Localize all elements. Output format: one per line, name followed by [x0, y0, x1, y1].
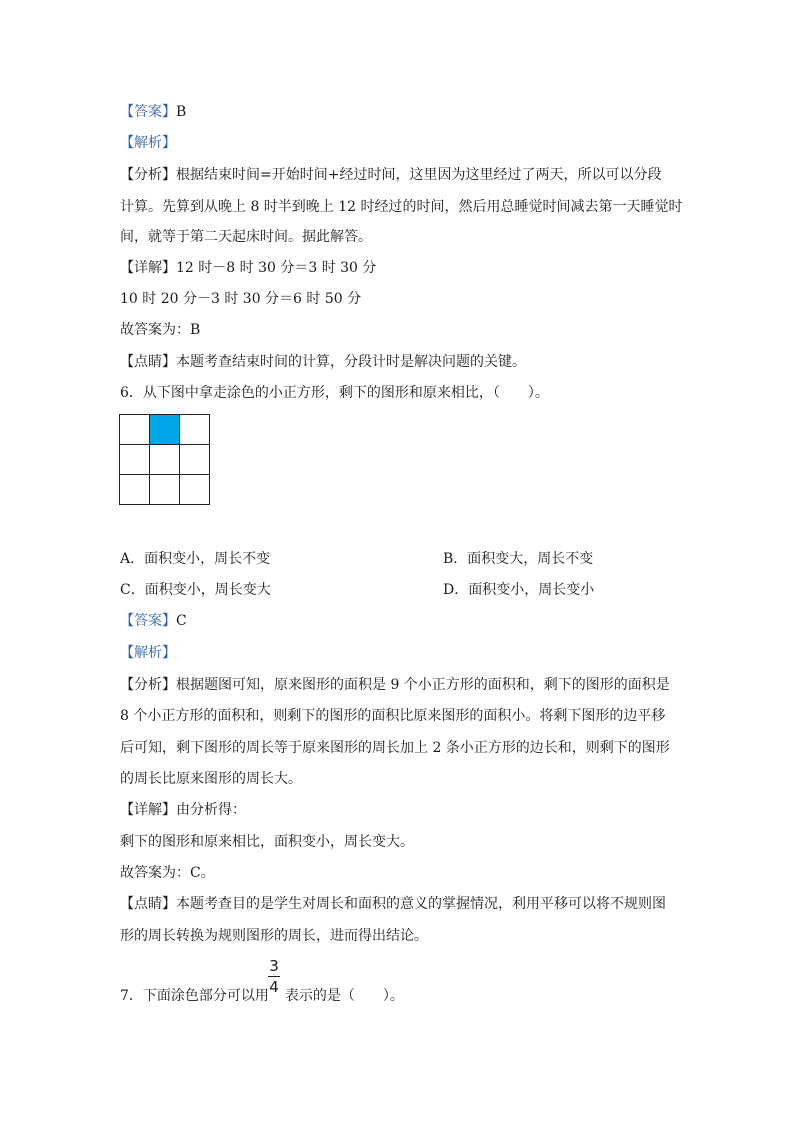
q6-square-grid-figure — [120, 415, 210, 505]
fraction-denominator: 4 — [269, 978, 279, 996]
answer-value: C — [176, 613, 187, 629]
q5-detail-line1 — [120, 258, 376, 278]
q7-question — [120, 986, 404, 1006]
q6-detail-line1 — [120, 800, 246, 820]
q6-option-a: A．面积变小，周长不变 — [120, 551, 271, 567]
detail-text: 12 时－8 时 30 分＝3 时 30 分 — [176, 260, 377, 276]
q6-option-c: C．面积变小，周长变大 — [120, 582, 271, 598]
fraction-numerator: 3 — [269, 957, 279, 975]
q6-detail-line2: 剩下的图形和原来相比，面积变小，周长变大。 — [120, 834, 414, 850]
comment-text: 本题考查目的是学生对周长和面积的意义的掌握情况，利用平移可以将不规则图 — [176, 896, 666, 912]
fraction-bar — [268, 976, 280, 977]
q6-conclusion: 故答案为：C。 — [120, 865, 215, 881]
detail-text: 由分析得： — [176, 802, 246, 818]
detail-tag: 【详解】 — [120, 260, 176, 276]
q5-analysis-heading: 【解析】 — [120, 135, 176, 151]
q5-detail-line2: 10 时 20 分－3 时 30 分＝6 时 50 分 — [120, 291, 362, 307]
q6-analysis-line3: 后可知，剩下图形的周长等于原来图形的周长加上 2 条小正方形的边长和，则剩下的图形 — [120, 740, 670, 756]
q6-comment-line1 — [120, 894, 666, 914]
grid-square — [149, 474, 180, 505]
q6-analysis-line1 — [120, 675, 670, 695]
q7-question-prefix: 7．下面涂色部分可以用 — [120, 988, 269, 1004]
q5-analysis-line1 — [120, 165, 661, 185]
analysis-text: 根据题图可知，原来图形的面积是 9 个小正方形的面积和，剩下的图形的面积是 — [176, 677, 670, 693]
q6-analysis-line2: 8 个小正方形的面积和，则剩下的图形的面积比原来图形的面积小。将剩下图形的边平移 — [120, 708, 666, 724]
analysis-tag: 【分析】 — [120, 167, 176, 183]
answer-tag: 【答案】 — [120, 613, 176, 629]
q6-answer — [120, 611, 187, 631]
q6-question: 6．从下图中拿走涂色的小正方形，剩下的图形和原来相比，（ ）。 — [120, 385, 549, 401]
grid-square — [149, 444, 180, 475]
grid-square — [119, 444, 150, 475]
detail-tag: 【详解】 — [120, 802, 176, 818]
q5-analysis-line2: 计算。先算到从晚上 8 时半到晚上 12 时经过的时间，然后用总睡觉时间减去第一天睡觉时 — [120, 199, 683, 215]
q5-answer — [120, 102, 186, 122]
q5-comment — [120, 352, 526, 372]
shaded-square — [149, 414, 180, 445]
answer-value: B — [176, 104, 187, 120]
grid-square — [179, 414, 210, 445]
q6-analysis-line4: 的周长比原来图形的周长大。 — [120, 771, 302, 787]
comment-tag: 【点睛】 — [120, 896, 176, 912]
q6-comment-line2: 形的周长转换为规则图形的周长，进而得出结论。 — [120, 928, 428, 944]
q7-question-suffix: 表示的是（ ）。 — [284, 988, 404, 1004]
grid-square — [119, 414, 150, 445]
grid-square — [179, 444, 210, 475]
q5-conclusion: 故答案为：B — [120, 322, 201, 338]
q6-option-b: B．面积变大，周长不变 — [443, 551, 594, 567]
q6-analysis-heading: 【解析】 — [120, 645, 176, 661]
comment-text: 本题考查结束时间的计算，分段计时是解决问题的关键。 — [176, 354, 526, 370]
comment-tag: 【点睛】 — [120, 354, 176, 370]
grid-square — [119, 474, 150, 505]
answer-tag: 【答案】 — [120, 104, 176, 120]
grid-square — [179, 474, 210, 505]
analysis-text: 根据结束时间=开始时间+经过时间，这里因为这里经过了两天，所以可以分段 — [176, 167, 662, 183]
analysis-tag: 【分析】 — [120, 677, 176, 693]
q6-option-d: D．面积变小，周长变小 — [443, 582, 595, 598]
q5-analysis-line3: 间，就等于第二天起床时间。据此解答。 — [120, 229, 372, 245]
